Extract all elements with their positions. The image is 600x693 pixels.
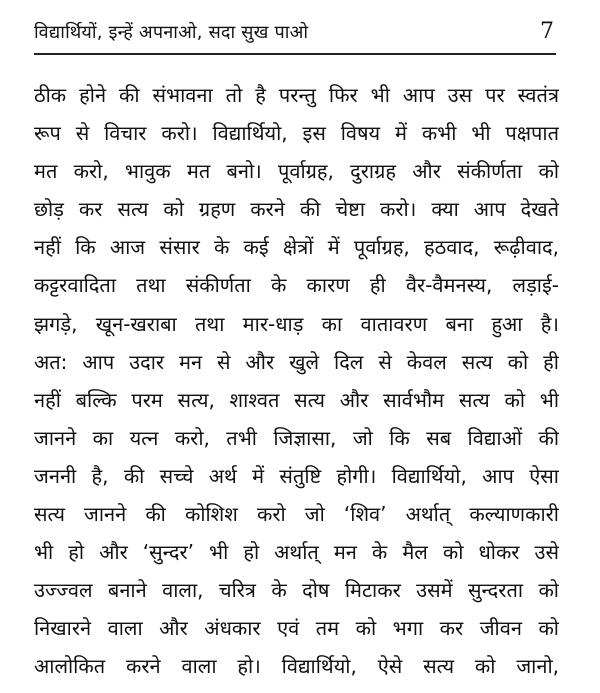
text-line: सत्य जानने की कोशिश करो जो ‘शिव’ अर्थात् कल्याणकारी — [34, 502, 559, 527]
running-title: विद्यार्थियों, इन्हें अपनाओ, सदा सुख पाओ — [34, 22, 309, 43]
text-line: नहीं बल्कि परम सत्य, शाश्वत सत्य और सार्वभौम सत्य को भी — [34, 387, 559, 412]
text-line: उज्ज्वल बनाने वाला, चरित्र के दोष मिटाकर उसमें सुन्दरता को — [34, 578, 559, 603]
text-line: ठीक होने की संभावना तो है परन्तु फिर भी आप उस पर स्वतंत्र — [34, 83, 559, 107]
page-number: 7 — [540, 19, 554, 44]
text-line: जननी है, की सच्चे अर्थ में संतुष्टि होगी। विद्यार्थियो, आप ऐसा — [34, 463, 559, 488]
body-text — [34, 76, 559, 686]
text-line: भी हो और ‘सुन्दर’ भी हो अर्थात् मन के मैल को धोकर उसे — [34, 540, 559, 565]
page-header — [34, 16, 554, 48]
text-line: नहीं कि आज संसार के कई क्षेत्रों में पूर्वाग्रह, हठवाद, रूढ़ीवाद, — [34, 235, 559, 260]
text-line: रूप से विचार करो। विद्यार्थियो, इस विषय में कभी भी पक्षपात — [34, 121, 559, 146]
text-line: आलोकित करने वाला हो। विद्यार्थियो, ऐसे सत्य को जानो, — [34, 654, 559, 679]
text-line: अत: आप उदार मन से और खुले दिल से केवल सत्य को ही — [34, 349, 559, 374]
header-divider — [34, 53, 556, 55]
text-line: कट्टरवादिता तथा संकीर्णता के कारण ही वैर-वैमनस्य, लड़ाई- — [34, 273, 559, 298]
text-line: झगड़े, खून-खराबा तथा मार-धाड़ का वातावरण बना हुआ है। — [34, 311, 559, 336]
text-line: जानने का यत्न करो, तभी जिज्ञासा, जो कि सब विद्याओं की — [34, 425, 559, 450]
text-line: निखारने वाला और अंधकार एवं तम को भगा कर जीवन को — [34, 616, 559, 641]
text-line: मत करो, भावुक मत बनो। पूर्वाग्रह, दुराग्रह और संकीर्णता को — [34, 159, 559, 184]
text-line: छोड़ कर सत्य को ग्रहण करने की चेष्टा करो। क्या आप देखते — [34, 197, 559, 222]
